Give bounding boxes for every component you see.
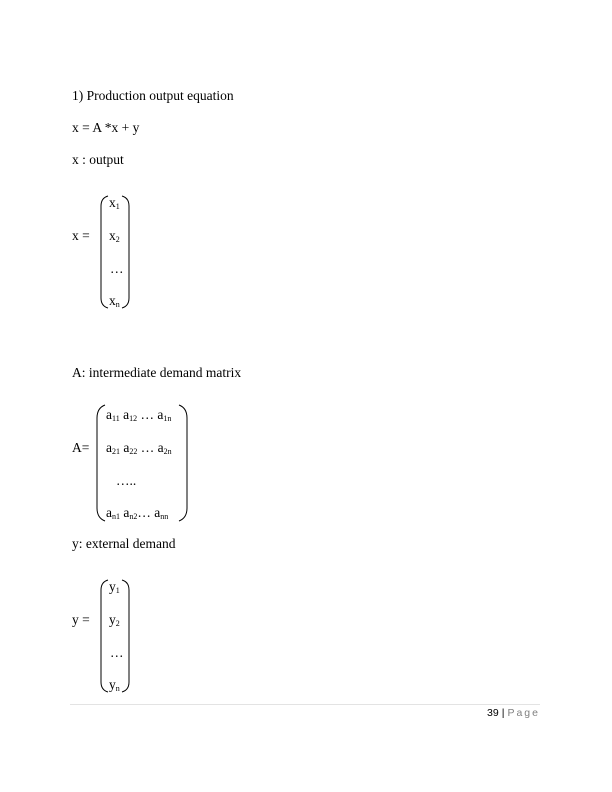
page-number: 39 — [487, 707, 499, 719]
a-matrix-label: A= — [72, 440, 90, 455]
y-vector-entry: $y_1$ — [109, 579, 120, 595]
page-label: Page — [507, 707, 540, 719]
a-matrix-row: ….. — [116, 473, 137, 488]
y-vector-entry: … — [110, 645, 124, 660]
equation: x = A *x + y — [72, 120, 140, 135]
a-matrix-row: $a_{21}$ $a_{22}$ … $a_{2n}$ — [106, 440, 172, 456]
footer-divider — [70, 704, 540, 705]
section-heading: 1) Production output equation — [72, 88, 234, 103]
x-vector-entry: … — [110, 261, 124, 276]
footer-separator: | — [501, 707, 505, 719]
page-footer — [487, 707, 540, 719]
x-vector-entry: $x_1$ — [109, 195, 120, 211]
x-vector-label: x = — [72, 228, 90, 243]
a-definition: A: intermediate demand matrix — [72, 365, 242, 380]
y-definition: y: external demand — [72, 536, 176, 551]
x-vector-entry: $x_n$ — [109, 293, 120, 309]
x-definition: x : output — [72, 152, 124, 167]
a-matrix-row: $a_{11}$ $a_{12}$ … $a_{1n}$ — [106, 407, 172, 423]
x-vector-entry: $x_2$ — [109, 228, 120, 244]
y-vector-label: y = — [72, 612, 90, 627]
y-vector-entry: $y_2$ — [109, 612, 120, 628]
a-matrix-row: $a_{n1}$ $a_{n2}\dots$ $a_{nn}$ — [106, 505, 169, 521]
y-vector-entry: $y_n$ — [109, 677, 120, 693]
